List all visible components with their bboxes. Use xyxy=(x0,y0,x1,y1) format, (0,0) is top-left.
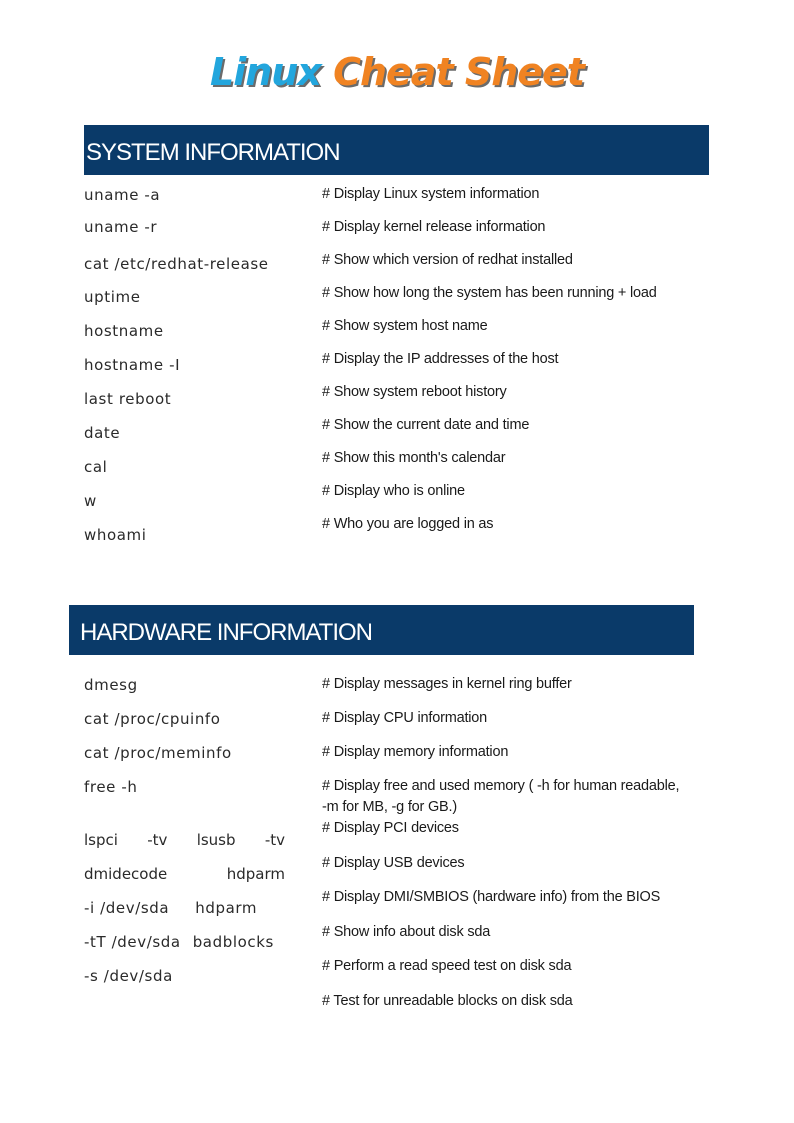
command: uname -r xyxy=(84,218,158,236)
command-fragment: -tv xyxy=(264,831,285,849)
command: whoami xyxy=(84,526,147,544)
description: # Test for unreadable blocks on disk sda xyxy=(322,993,573,1009)
wrapped-command-line xyxy=(84,831,285,849)
command-fragment: lsusb xyxy=(196,831,236,849)
description: # Perform a read speed test on disk sda xyxy=(322,958,572,974)
section-heading: HARDWARE INFORMATION xyxy=(80,619,372,646)
wrapped-command-line xyxy=(84,899,257,917)
command-fragment: -tv xyxy=(147,831,168,849)
command: w xyxy=(84,492,97,510)
command-fragment: hdparm xyxy=(195,899,258,917)
command-fragment: -tT /dev/sda xyxy=(84,933,181,951)
description: # Display the IP addresses of the host xyxy=(322,351,559,367)
description: # Display DMI/SMBIOS (hardware info) from the BIOS xyxy=(322,889,661,905)
command: cal xyxy=(84,458,108,476)
description: # Display memory information xyxy=(322,744,509,760)
description: # Show the current date and time xyxy=(322,417,530,433)
title-word-linux: Linux xyxy=(210,50,321,94)
page-title xyxy=(0,50,794,94)
description: # Who you are logged in as xyxy=(322,516,494,532)
command: free -h xyxy=(84,778,138,796)
description: # Show this month's calendar xyxy=(322,450,506,466)
description xyxy=(322,776,679,818)
command: cat /proc/meminfo xyxy=(84,744,232,762)
command: dmesg xyxy=(84,676,138,694)
command: cat /etc/redhat-release xyxy=(84,255,269,273)
description-line: -m for MB, -g for GB.) xyxy=(322,799,457,815)
hardware-information-header xyxy=(69,605,694,655)
command: uname -a xyxy=(84,186,161,204)
wrapped-command-line xyxy=(84,967,173,985)
description: # Show how long the system has been running + load xyxy=(322,285,657,301)
system-information-header xyxy=(84,125,709,175)
command-fragment: hdparm xyxy=(226,865,285,883)
command-fragment: lspci xyxy=(84,831,118,849)
command: uptime xyxy=(84,288,141,306)
wrapped-command-line xyxy=(84,865,285,883)
command-fragment: -i /dev/sda xyxy=(84,899,170,917)
command: last reboot xyxy=(84,390,172,408)
description: # Display who is online xyxy=(322,483,465,499)
command-fragment: -s /dev/sda xyxy=(84,967,173,985)
description: # Display messages in kernel ring buffer xyxy=(322,676,572,692)
description: # Display CPU information xyxy=(322,710,488,726)
description: # Display USB devices xyxy=(322,855,465,871)
description: # Display kernel release information xyxy=(322,219,546,235)
description: # Show system host name xyxy=(322,318,488,334)
command: date xyxy=(84,424,121,442)
description: # Show info about disk sda xyxy=(322,924,491,940)
wrapped-command-line xyxy=(84,933,274,951)
description: # Show which version of redhat installed xyxy=(322,252,573,268)
command: cat /proc/cpuinfo xyxy=(84,710,221,728)
description: # Show system reboot history xyxy=(322,384,507,400)
section-heading: SYSTEM INFORMATION xyxy=(86,139,340,166)
command-fragment: dmidecode xyxy=(84,865,168,883)
description-line: # Display free and used memory ( -h for human readable, xyxy=(322,778,680,794)
title-word-cheat-sheet: Cheat Sheet xyxy=(333,50,584,94)
command-fragment: badblocks xyxy=(192,933,274,951)
command: hostname -I xyxy=(84,356,181,374)
command: hostname xyxy=(84,322,164,340)
description: # Display Linux system information xyxy=(322,186,540,202)
description: # Display PCI devices xyxy=(322,820,459,836)
